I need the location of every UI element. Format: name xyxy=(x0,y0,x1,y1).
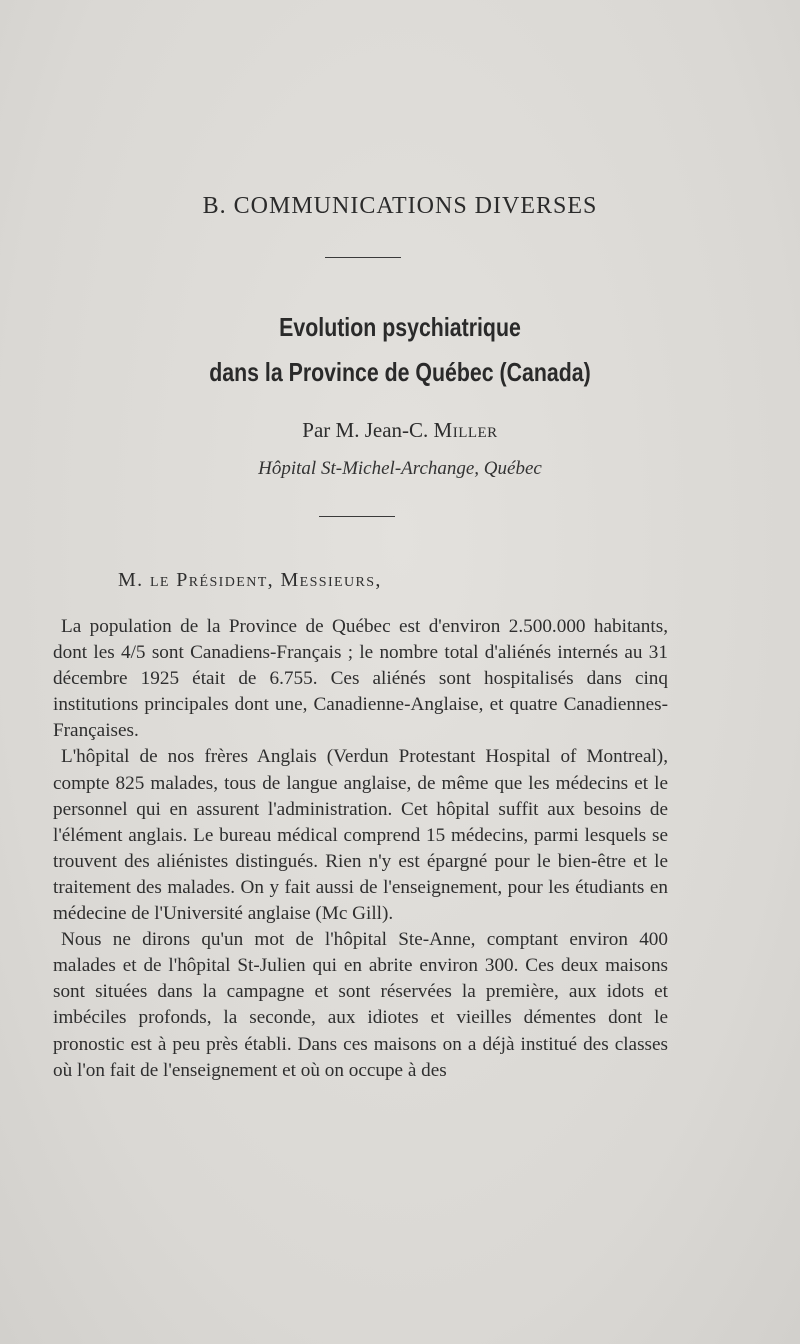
author-affiliation: Hôpital St-Michel-Archange, Québec xyxy=(258,458,542,479)
section-heading: B. COMMUNICATIONS DIVERSES xyxy=(202,193,598,219)
separator-rule-top xyxy=(325,257,401,258)
paragraph-3: Nous ne dirons qu'un mot de l'hôpital Ste-Anne, comptant environ 400 malades et de l'hôpital St-Julien qui en abrite environ 300. Ces deux maisons sont situées dans la campagne et sont réservées la première, aux idots et imbéciles profonds, la seconde, aux idiotes et vieilles démentes dont le pronostic est à peu près établi. Dans ces maisons on a déjà institué des classes où l'on fait de l'enseignement et où on occupe à des xyxy=(53,929,668,1081)
article-title-line-2: dans la Province de Québec (Canada) xyxy=(209,357,591,387)
paragraph-2: L'hôpital de nos frères Anglais (Verdun Protestant Hospital of Montreal), compte 825 malades, tous de langue anglaise, de même que les médecins et le personnel qui en assurent l'administration. Cet hôpital suffit aux besoins de l'élément anglais. Le bureau médical comprend 15 médecins, parmi lesquels se trouvent des aliénistes distingués. Rien n'y est épargné pour le bien-être et le traitement des malades. On y fait aussi de l'enseignement, pour les étudiants en médecine de l'Université anglaise (Mc Gill). xyxy=(53,746,668,925)
article-title-line-1: Evolution psychiatrique xyxy=(279,312,521,342)
author-byline xyxy=(0,418,800,443)
body-text xyxy=(53,614,668,1084)
byline-prefix: Par M. Jean-C. xyxy=(302,418,429,442)
paragraph-1: La population de la Province de Québec est d'environ 2.500.000 habitants, dont les 4/5 sont Canadiens-Français ; le nombre total d'aliénés internés au 31 décembre 1925 était de 6.755. Ces aliénés sont hospitalisés dans cinq institutions principales dont une, Canadienne-Anglaise, et quatre Canadiennes-Françaises. xyxy=(53,616,668,742)
separator-rule-middle xyxy=(319,516,395,517)
author-surname: Miller xyxy=(433,418,498,442)
salutation: M. le Président, Messieurs, xyxy=(118,569,382,591)
